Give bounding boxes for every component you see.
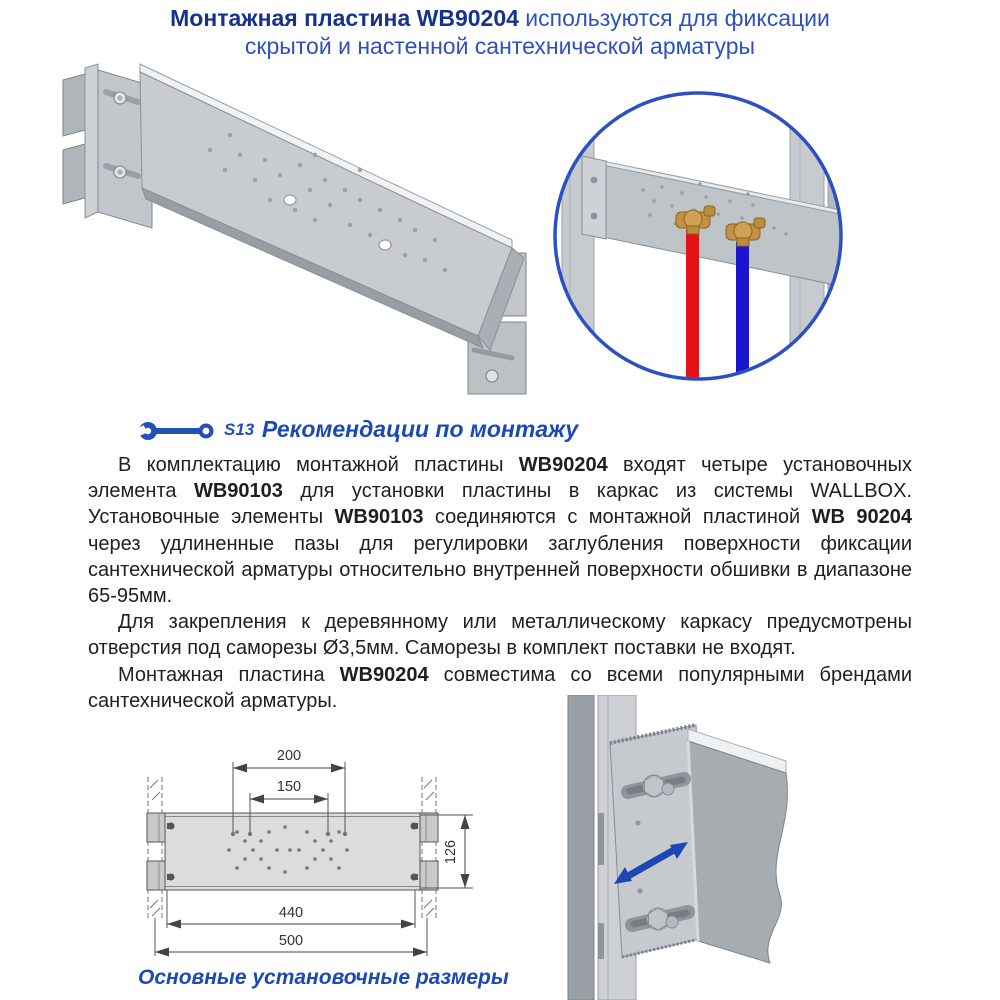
page-title <box>0 4 1000 60</box>
title-product-name: Монтажная пластина WB90204 <box>170 5 519 31</box>
installed-detail-drawing <box>548 88 908 398</box>
figure-installed-detail <box>548 88 908 398</box>
adjustment-detail-drawing <box>548 695 818 1000</box>
wrench-size-label: S13 <box>224 420 255 439</box>
body-text <box>88 452 912 714</box>
figure-mounting-plate-3d <box>60 60 540 405</box>
dim-500 <box>155 933 427 957</box>
paragraph-1: В комплектацию монтажной пластины WB90204 входят четыре установочных элемента WB90103 для установки пластины в каркас из системы WALLBOX. Установочные элементы WB90103 соединяются с монтажной пластиной WB 90204 через удлиненные пазы для регулировки заглубления поверхности фиксации сантехнической арматуры относительно внутренней поверхности обшивки в диапазоне 65-95мм. <box>88 454 912 608</box>
dim-440 <box>167 905 415 929</box>
dim-200 <box>233 748 345 773</box>
figure-dimension-drawing <box>125 722 485 967</box>
title-line-1 <box>0 4 1000 32</box>
figure-caption: Основные установочные размеры <box>138 966 509 989</box>
dim-500-value: 500 <box>278 933 304 949</box>
dim-200-value: 200 <box>276 748 302 764</box>
mounting-plate-3d-drawing <box>60 60 540 405</box>
dim-126 <box>443 815 470 888</box>
paragraph-3: Монтажная пластина WB90204 совместима со всеми популярными брендами сантехнической арматуры. <box>88 663 913 712</box>
section-heading: Рекомендации по монтажу <box>261 416 579 442</box>
dimension-drawing <box>125 722 485 967</box>
figure-adjustment-detail <box>548 695 818 1000</box>
title-line-2: скрытой и настенной сантехнической арматуры <box>244 33 756 59</box>
plate-with-break-edge <box>688 729 787 963</box>
plate-outline <box>165 813 420 890</box>
dim-126-value: 126 <box>443 839 459 865</box>
dim-150-value: 150 <box>276 779 302 795</box>
dim-440-value: 440 <box>278 905 304 921</box>
mounting-plate-body <box>140 64 524 350</box>
wrench-icon <box>138 419 218 443</box>
left-flange-tabs <box>63 64 98 218</box>
title-usage-text: используются для фиксации <box>518 5 830 31</box>
dim-150 <box>250 779 328 804</box>
paragraph-2: Для закрепления к деревянному или металлическому каркасу предусмотрены отверстия под саморезы Ø3,5мм. Саморезы в комплект поставки не входят. <box>88 611 912 660</box>
hot-water-pipe <box>686 230 699 398</box>
